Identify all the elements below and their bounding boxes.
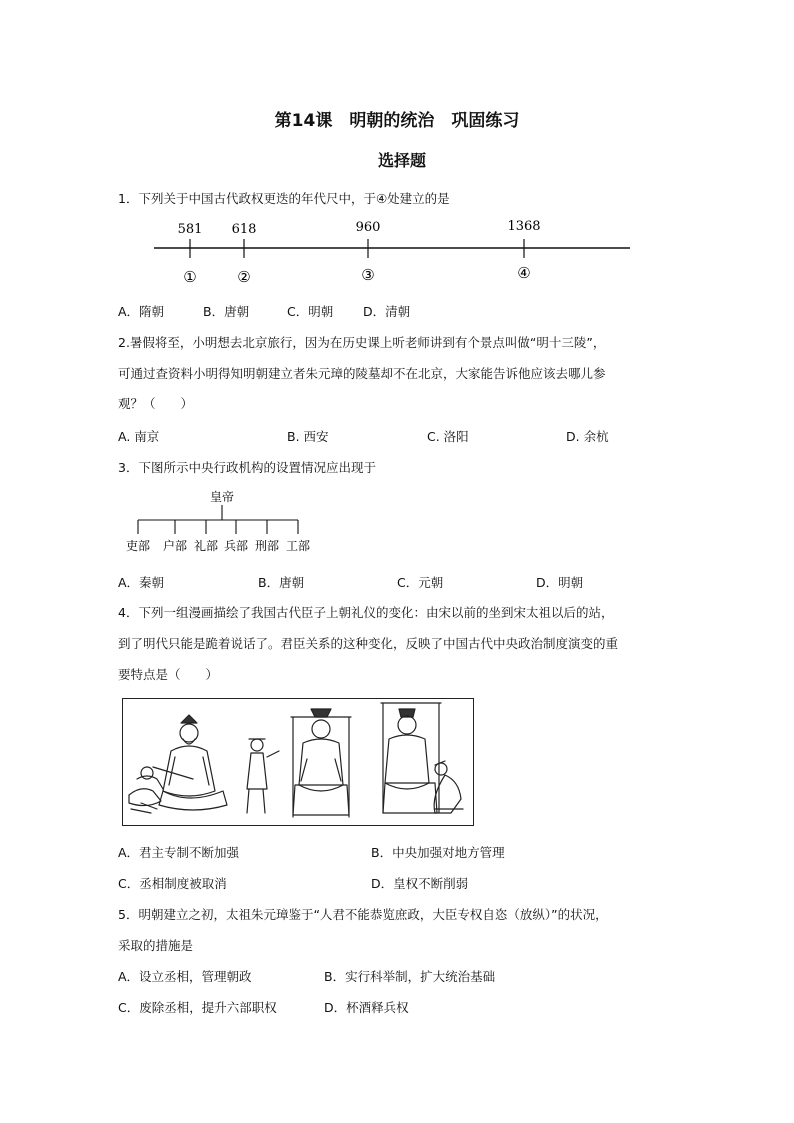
q5-line: 5．明朝建立之初，太祖朱元璋鉴于“人君不能恭览庶政，大臣专权自恣（放纵）”的状况， xyxy=(118,907,608,922)
timeline-year: 618 xyxy=(231,222,257,237)
org-child-label: 户部 xyxy=(162,539,188,553)
timeline-mark: ② xyxy=(237,268,251,286)
q2-option-c[interactable]: C. 洛阳 xyxy=(427,429,469,444)
timeline-year: 1368 xyxy=(507,219,541,234)
org-child-label: 工部 xyxy=(285,539,311,553)
q1-option-b[interactable]: B．唐朝 xyxy=(203,304,250,319)
q3-option-c[interactable]: C．元朝 xyxy=(397,575,444,590)
timeline-year: 960 xyxy=(355,220,381,235)
q2-line: 观？（ ） xyxy=(118,396,194,411)
q2-option-a[interactable]: A. 南京 xyxy=(118,429,160,444)
org-child-label: 吏部 xyxy=(125,539,151,553)
q5-option-b[interactable]: B．实行科举制，扩大统治基础 xyxy=(324,969,496,984)
q1-stem: 1．下列关于中国古代政权更迭的年代尺中，于④处建立的是 xyxy=(118,191,450,206)
section-heading: 选择题 xyxy=(377,151,426,170)
q1-option-d[interactable]: D．清朝 xyxy=(363,304,411,319)
org-child-label: 刑部 xyxy=(254,539,280,553)
org-child-label: 礼部 xyxy=(193,539,219,553)
q4-comic-illustration xyxy=(122,698,474,826)
q2-option-b[interactable]: B. 西安 xyxy=(287,429,329,444)
q4-line: 4．下列一组漫画描绘了我国古代臣子上朝礼仪的变化：由宋以前的坐到宋太祖以后的站， xyxy=(118,605,614,620)
panel-standing-minister xyxy=(241,699,351,824)
org-child-label: 兵部 xyxy=(223,539,249,553)
q3-option-b[interactable]: B．唐朝 xyxy=(258,575,305,590)
q4-line: 要特点是（ ） xyxy=(118,667,219,682)
comic-drawing xyxy=(123,699,472,824)
q3-org-chart xyxy=(118,484,318,556)
q4-option-b[interactable]: B．中央加强对地方管理 xyxy=(371,845,505,860)
q4-option-a[interactable]: A．君主专制不断加强 xyxy=(118,845,240,860)
q3-option-d[interactable]: D．明朝 xyxy=(536,575,584,590)
panel-kneeling-minister xyxy=(381,703,463,813)
q1-option-a[interactable]: A．隋朝 xyxy=(118,304,165,319)
q5-option-d[interactable]: D．杯酒释兵权 xyxy=(324,1000,409,1015)
page-title: 第14课 明朝的统治 巩固练习 xyxy=(274,111,520,131)
panel-seated-minister xyxy=(129,715,227,813)
q2-line: 可通过查资料小明得知明朝建立者朱元璋的陵墓却不在北京，大家能告诉他应该去哪儿参 xyxy=(118,366,606,381)
q1-option-c[interactable]: C．明朝 xyxy=(287,304,334,319)
q3-stem: 3．下图所示中央行政机构的设置情况应出现于 xyxy=(118,460,376,475)
q2-option-d[interactable]: D. 余杭 xyxy=(566,429,609,444)
timeline-year: 581 xyxy=(177,222,203,237)
q4-option-d[interactable]: D．皇权不断削弱 xyxy=(371,876,469,891)
timeline-mark: ③ xyxy=(361,266,375,284)
q2-line: 2.暑假将至，小明想去北京旅行，因为在历史课上听老师讲到有个景点叫做“明十三陵”， xyxy=(118,335,606,350)
q3-option-a[interactable]: A．秦朝 xyxy=(118,575,165,590)
q4-line: 到了明代只能是跪着说话了。君臣关系的这种变化，反映了中国古代中央政治制度演变的重 xyxy=(118,636,619,651)
timeline-mark: ④ xyxy=(517,264,531,282)
org-root-label: 皇帝 xyxy=(209,490,235,504)
q1-timeline xyxy=(150,212,640,292)
timeline-mark: ① xyxy=(183,268,197,286)
q5-option-c[interactable]: C．废除丞相，提升六部职权 xyxy=(118,1000,277,1015)
q5-line: 采取的措施是 xyxy=(118,938,194,953)
q5-option-a[interactable]: A．设立丞相，管理朝政 xyxy=(118,969,252,984)
q4-option-c[interactable]: C．丞相制度被取消 xyxy=(118,876,227,891)
